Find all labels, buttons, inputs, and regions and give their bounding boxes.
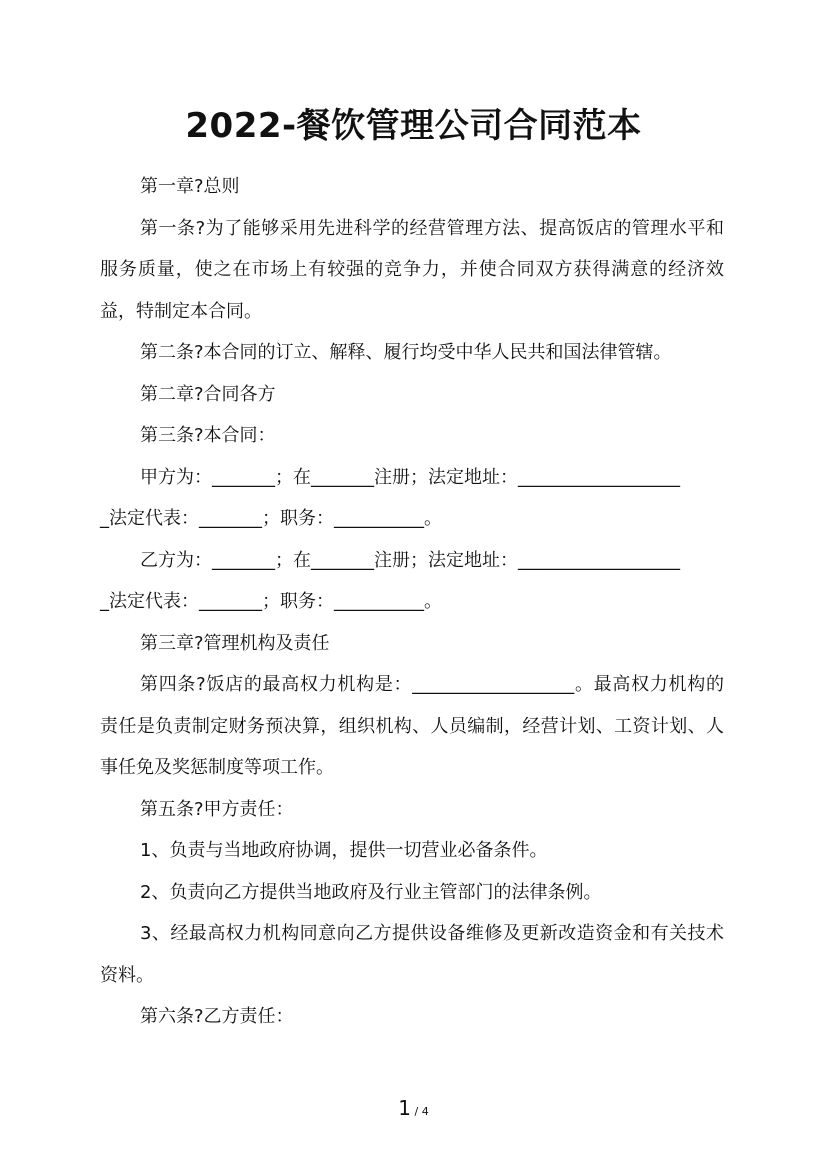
list-item: 2、负责向乙方提供当地政府及行业主管部门的法律条例。 — [140, 881, 602, 903]
article-paragraph: 第五条?甲方责任： — [140, 798, 294, 820]
party-b-representative-line: _法定代表：_______；职务：__________。 — [100, 591, 442, 612]
page-separator: / — [411, 1105, 422, 1118]
page-number — [0, 1094, 827, 1126]
article-paragraph: 第六条?乙方责任： — [140, 1006, 294, 1027]
article-paragraph: 第一条?为了能够采用先进科学的经营管理方法、提高饭店的管理水平和服务质量，使之在市场上有较强的竞争力，并使合同双方获得满意的经济效益，特制定本合同。 — [100, 217, 724, 322]
article-paragraph: 第四条?饭店的最高权力机构是：__________________。最高权力机构的责任是负责制定财务预决算，组织机构、人员编制，经营计划、工资计划、人事任免及奖惩制度等项工作。 — [100, 674, 724, 778]
chapter-heading: 第一章?总则 — [140, 176, 240, 197]
list-item: 3、经最高权力机构同意向乙方提供设备维修及更新改造资金和有关技术资料。 — [100, 923, 724, 986]
list-item: 1、负责与当地政府协调，提供一切营业必备条件。 — [140, 840, 548, 861]
party-b-line: 乙方为：_______；在_______注册；法定地址：__________________ — [140, 549, 680, 571]
chapter-heading: 第三章?管理机构及责任 — [140, 632, 330, 654]
page-current: 1 — [398, 1096, 412, 1120]
article-paragraph: 第二条?本合同的订立、解释、履行均受中华人民共和国法律管辖。 — [140, 342, 672, 363]
chapter-heading: 第二章?合同各方 — [140, 383, 276, 405]
page-total: 4 — [421, 1105, 429, 1118]
document-body — [100, 166, 724, 1038]
article-paragraph: 第三条?本合同： — [140, 425, 276, 446]
document-title: 2022-餐饮管理公司合同范本 — [185, 106, 642, 146]
party-a-line: 甲方为：_______；在_______注册；法定地址：__________________ — [140, 466, 680, 488]
party-a-representative-line: _法定代表：_______；职务：__________。 — [100, 508, 442, 529]
